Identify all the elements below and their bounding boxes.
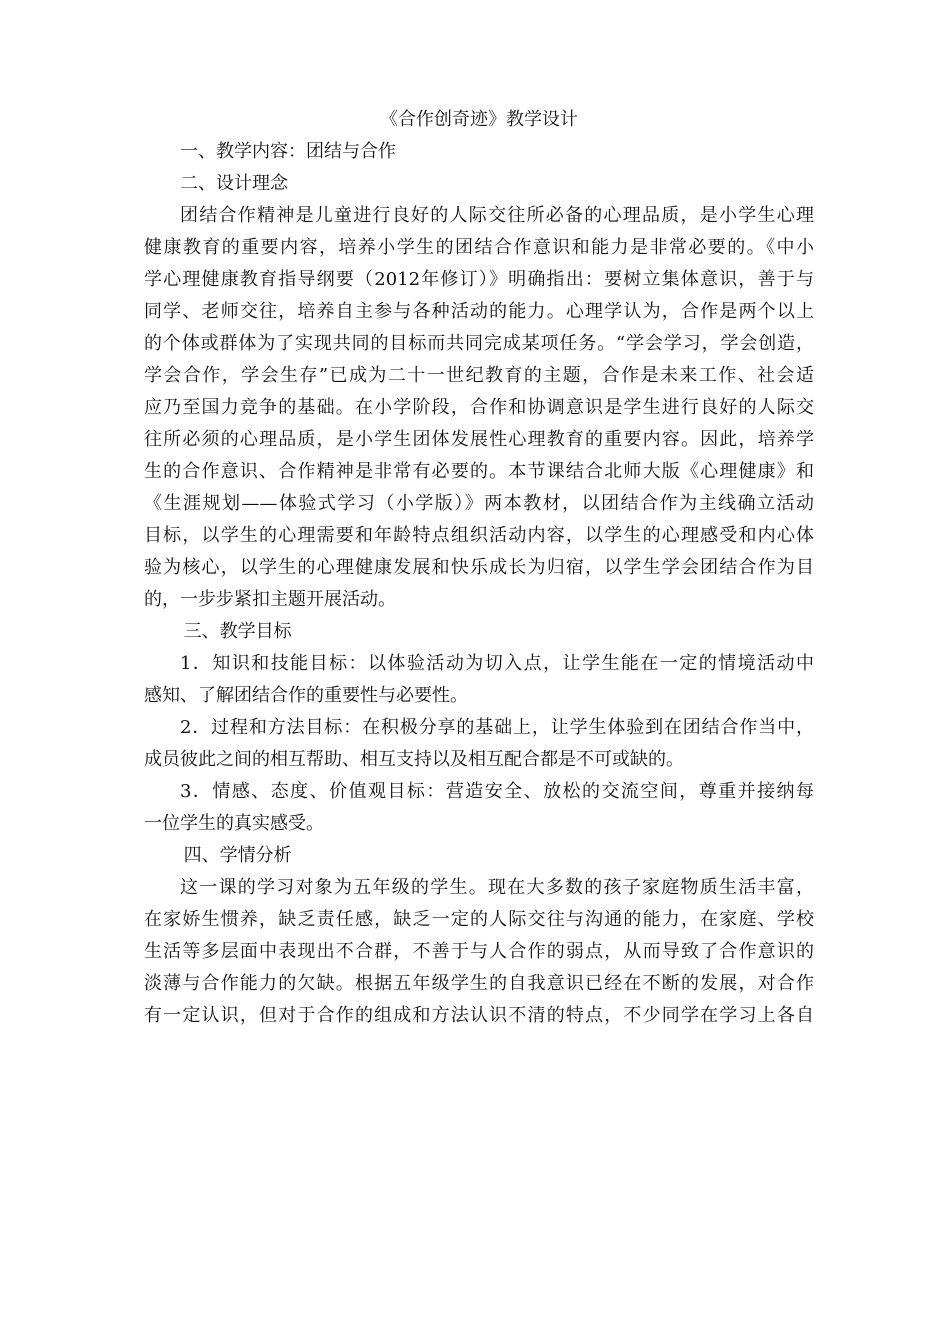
text-line: 这一课的学习对象为五年级的学生。现在大多数的孩子家庭物质生活丰富，	[180, 877, 814, 898]
text-line: 1．知识和技能目标：以体验活动为切入点，让学生能在一定的情境活动中	[180, 653, 814, 674]
text-line: 学会合作，学会生存”已成为二十一世纪教育的主题，合作是未来工作、社会适	[144, 365, 814, 386]
text-line: 感知、了解团结合作的重要性与必要性。	[144, 685, 468, 706]
text-line: 淡薄与合作能力的欠缺。根据五年级学生的自我意识已经在不断的发展，对合作	[144, 973, 814, 994]
text-line: 在家娇生惯养，缺乏责任感，缺乏一定的人际交往与沟通的能力，在家庭、学校	[144, 909, 814, 930]
section-heading-content: 一、教学内容：团结与合作	[180, 141, 396, 162]
section-heading-teaching-goals: 三、教学目标	[183, 621, 292, 642]
document-title: 《合作创奇迹》教学设计	[380, 109, 578, 130]
text-line: 成员彼此之间的相互帮助、相互支持以及相互配合都是不可或缺的。	[144, 749, 684, 770]
text-line: 同学、老师交往，培养自主参与各种活动的能力。心理学认为，合作是两个以上	[144, 301, 814, 322]
text-line: 目标，以学生的心理需要和年龄特点组织活动内容，以学生的心理感受和内心体	[144, 525, 814, 546]
goal-item-knowledge	[144, 648, 814, 712]
goal-item-emotion	[144, 776, 814, 840]
text-line: 健康教育的重要内容，培养小学生的团结合作意识和能力是非常必要的。《中小	[144, 237, 814, 258]
text-line: 有一定认识，但对于合作的组成和方法认识不清的特点，不少同学在学习上各自	[144, 1005, 814, 1026]
text-line: 2．过程和方法目标：在积极分享的基础上，让学生体验到在团结合作当中，	[180, 717, 814, 738]
text-line: 一位学生的真实感受。	[144, 813, 324, 834]
text-line: 验为核心，以学生的心理健康发展和快乐成长为归宿，以学生学会团结合作为目	[144, 557, 814, 578]
design-concept-paragraph	[144, 200, 814, 616]
text-line: 生的合作意识、合作精神是非常有必要的。本节课结合北师大版《心理健康》和	[144, 461, 814, 482]
text-line: 的，一步步紧扣主题开展活动。	[144, 589, 396, 610]
text-line: 学心理健康教育指导纲要（2012年修订）》明确指出：要树立集体意识，善于与	[144, 269, 814, 290]
text-line: 3．情感、态度、价值观目标：营造安全、放松的交流空间，尊重并接纳每	[180, 781, 814, 802]
text-line: 生活等多层面中表现出不合群，不善于与人合作的弱点，从而导致了合作意识的	[144, 941, 814, 962]
section-heading-learner-analysis: 四、学情分析	[183, 845, 292, 866]
goal-item-process	[144, 712, 814, 776]
text-line: 往所必须的心理品质，是小学生团体发展性心理教育的重要内容。因此，培养学	[144, 429, 814, 450]
text-line: 应乃至国力竞争的基础。在小学阶段，合作和协调意识是学生进行良好的人际交	[144, 397, 814, 418]
text-line: 的个体或群体为了实现共同的目标而共同完成某项任务。“学会学习，学会创造，	[144, 333, 814, 354]
section-heading-design-concept: 二、设计理念	[180, 173, 288, 194]
text-line: 《生涯规划——体验式学习（小学版）》两本教材，以团结合作为主线确立活动	[144, 493, 814, 514]
text-line: 团结合作精神是儿童进行良好的人际交往所必备的心理品质，是小学生心理	[180, 205, 814, 226]
document-body	[144, 104, 814, 1032]
learner-analysis-paragraph	[144, 872, 814, 1032]
